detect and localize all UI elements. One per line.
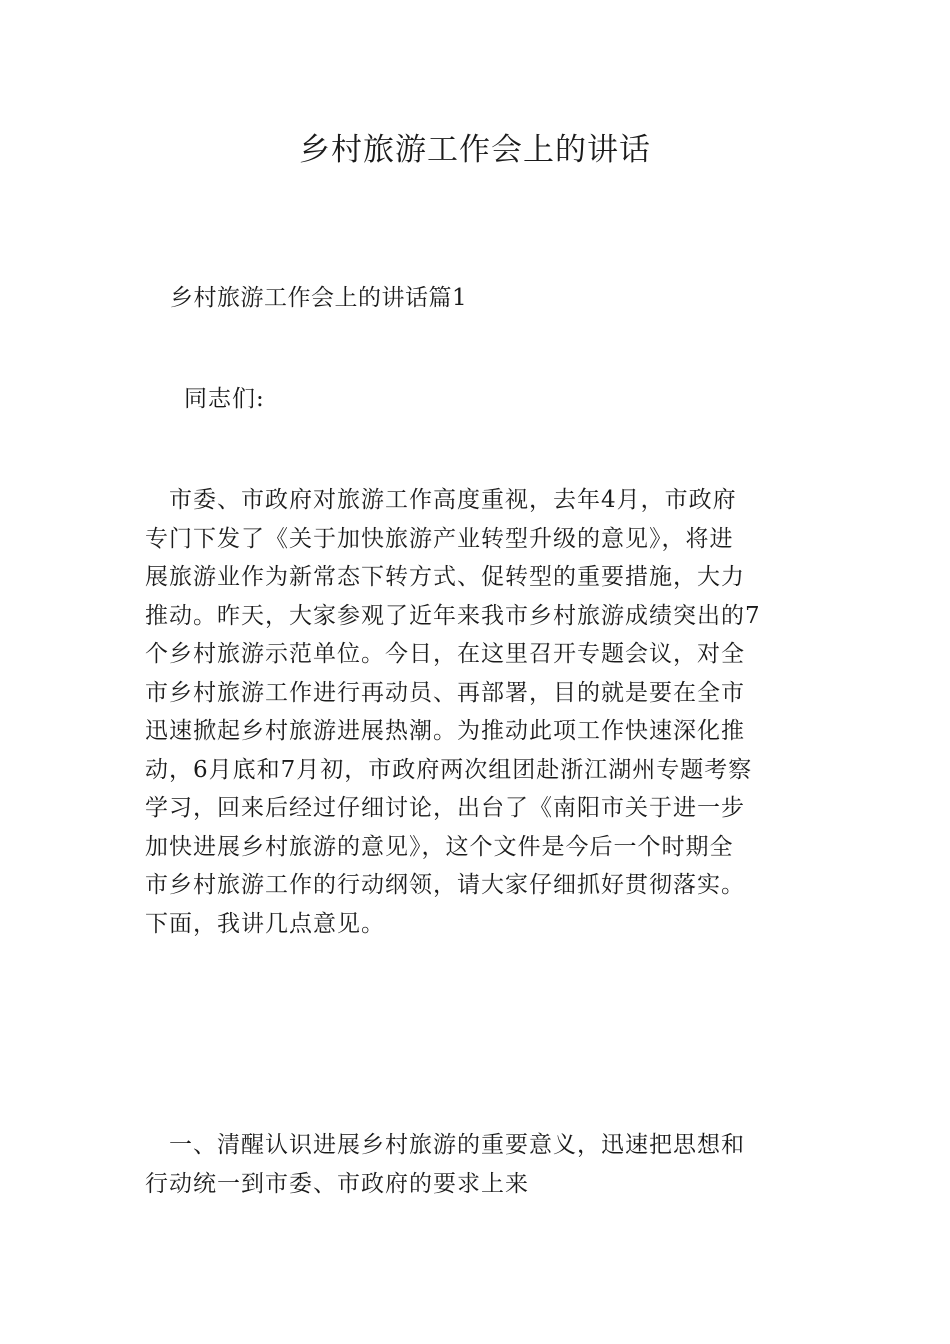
paragraph-line: 加快进展乡村旅游的意见》，这个文件是今后一个时期全 [145,833,734,860]
paragraph-line: 行动统一到市委、市政府的要求上来 [145,1170,529,1197]
paragraph-line: 市委、市政府对旅游工作高度重视，去年4月，市政府 [145,487,737,513]
paragraph-line: 学习，回来后经过仔细讨论，出台了《南阳市关于进一步 [145,795,745,821]
body-paragraph-1 [145,481,815,943]
paragraph-line: 下面，我讲几点意见。 [145,910,385,937]
greeting-text: 同志们: [184,386,265,412]
paragraph-line: 市乡村旅游工作的行动纲领，请大家仔细抓好贯彻落实。 [145,872,745,898]
paragraph-line: 展旅游业作为新常态下转方式、促转型的重要措施，大力 [145,564,745,590]
paragraph-line: 市乡村旅游工作进行再动员、再部署，目的就是要在全市 [145,679,745,706]
document-title: 乡村旅游工作会上的讲话 [299,132,651,168]
body-paragraph-2 [145,1126,815,1203]
paragraph-line: 迅速掀起乡村旅游进展热潮。为推动此项工作快速深化推 [145,718,745,744]
document-subtitle: 乡村旅游工作会上的讲话篇1 [170,285,468,311]
paragraph-line: 动，6月底和7月初，市政府两次组团赴浙江湖州专题考察 [145,756,753,783]
paragraph-line: 个乡村旅游示范单位。今日，在这里召开专题会议，对全 [145,641,745,667]
paragraph-line: 一、清醒认识进展乡村旅游的重要意义，迅速把思想和 [145,1132,745,1158]
paragraph-line: 专门下发了《关于加快旅游产业转型升级的意见》，将进 [145,525,734,552]
paragraph-line: 推动。昨天，大家参观了近年来我市乡村旅游成绩突出的7 [145,602,761,629]
